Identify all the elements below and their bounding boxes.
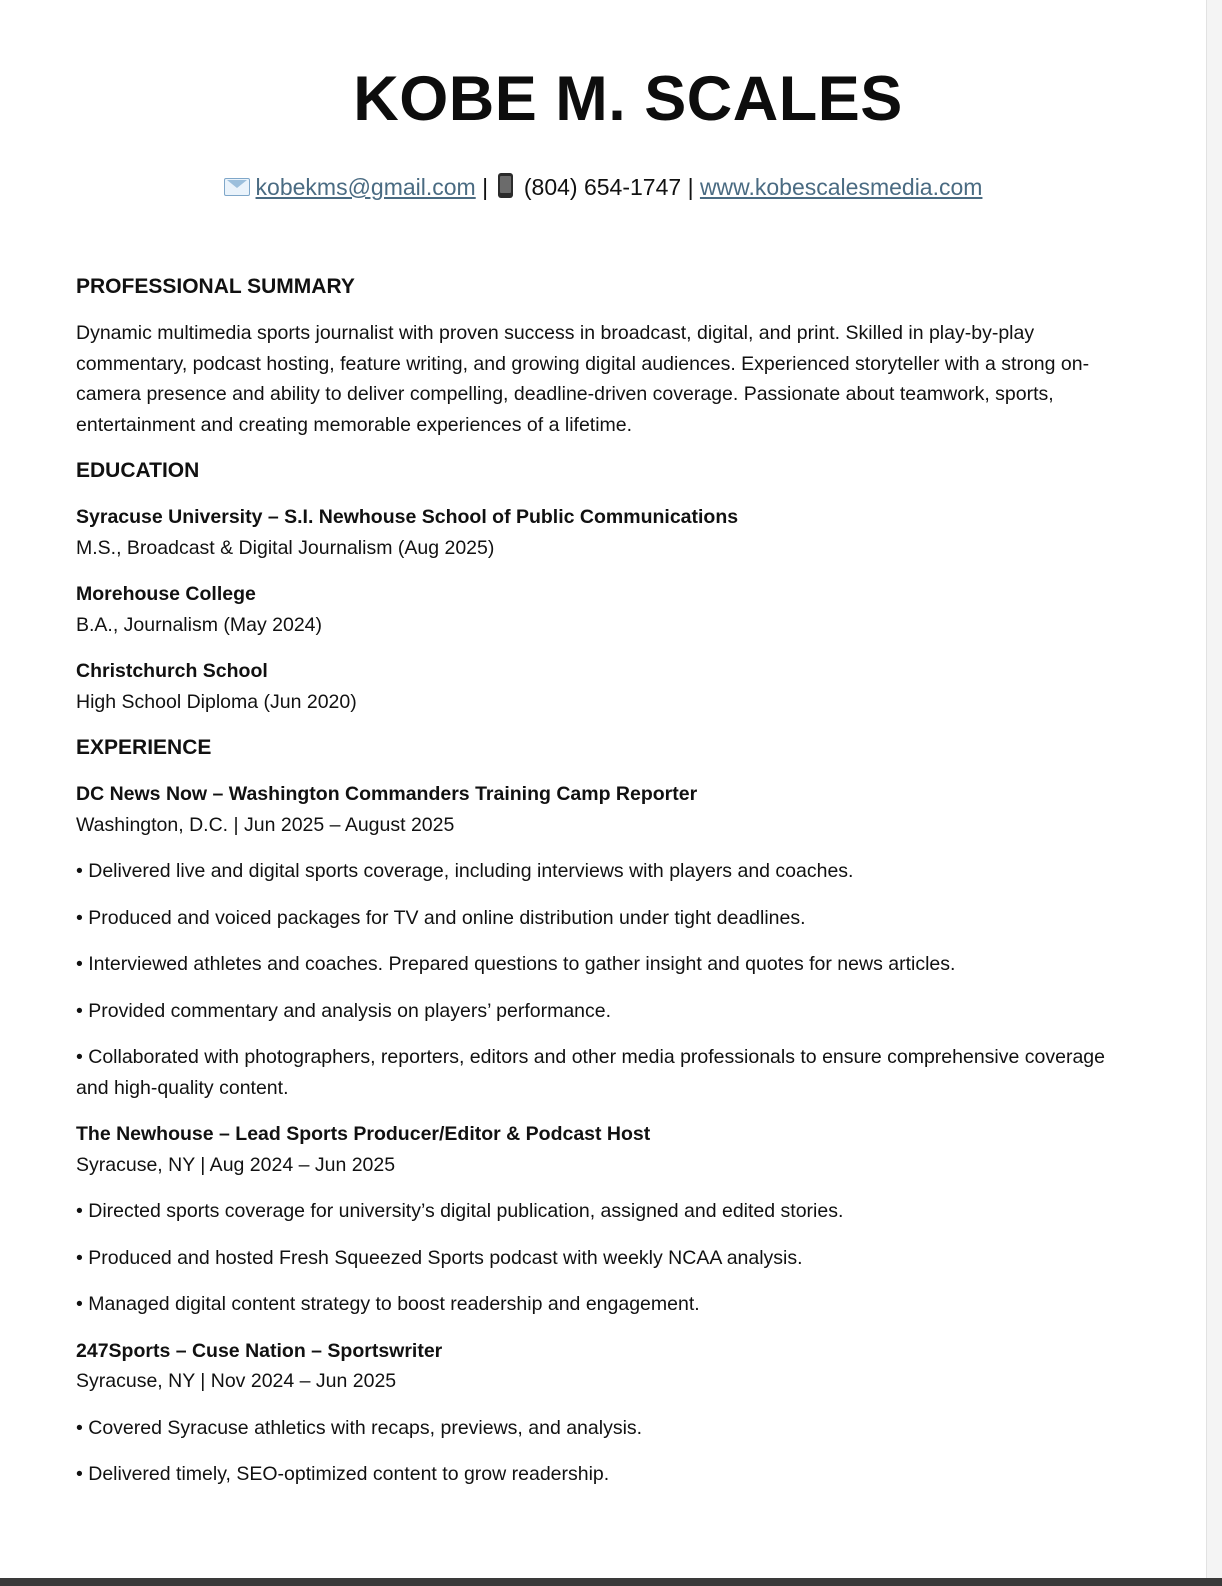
summary-text: Dynamic multimedia sports journalist with proven success in broadcast, digital, and print. Skilled in play-by-play commentary, podcast hosting, feature writing, and growing digital audiences. Experienced storyteller with a strong on-camera presence and ability to deliver compelling, deadline-driven coverage. Passionate about teamwork, sports, entertainment and creating memorable experiences of a lifetime. bbox=[76, 322, 1090, 436]
education-school: Morehouse College bbox=[76, 583, 256, 605]
experience-bullet: • Produced and hosted Fresh Squeezed Sports podcast with weekly NCAA analysis. bbox=[76, 1246, 803, 1269]
education-entry bbox=[76, 579, 1136, 640]
experience-bullet: • Produced and voiced packages for TV and online distribution under tight deadlines. bbox=[76, 906, 806, 929]
education-degree: B.A., Journalism (May 2024) bbox=[76, 613, 323, 636]
experience-entry bbox=[76, 779, 1136, 840]
experience-bullet: • Managed digital content strategy to boost readership and engagement. bbox=[76, 1293, 700, 1315]
experience-bullet: • Interviewed athletes and coaches. Prepared questions to gather insight and quotes for news articles. bbox=[76, 953, 956, 975]
experience-meta: Syracuse, NY | Aug 2024 – Jun 2025 bbox=[76, 1153, 396, 1176]
experience-bullet: • Provided commentary and analysis on players’ performance. bbox=[76, 999, 612, 1022]
education-degree: High School Diploma (Jun 2020) bbox=[76, 690, 357, 713]
education-school: Syracuse University – S.I. Newhouse School of Public Communications bbox=[76, 506, 739, 528]
experience-title: 247Sports – Cuse Nation – Sportswriter bbox=[76, 1339, 443, 1362]
contact-line bbox=[0, 170, 1206, 204]
experience-entry bbox=[76, 1336, 1136, 1397]
education-degree: M.S., Broadcast & Digital Journalism (Aug 2025) bbox=[76, 536, 495, 559]
experience-entry bbox=[76, 1119, 1136, 1180]
window-bottom-bar bbox=[0, 1578, 1222, 1586]
email-link[interactable]: kobekms@gmail.com bbox=[255, 174, 476, 200]
envelope-icon bbox=[224, 178, 250, 196]
website-link[interactable]: www.kobescalesmedia.com bbox=[699, 174, 983, 200]
education-heading: EDUCATION bbox=[76, 459, 200, 482]
experience-bullet: • Directed sports coverage for university’s digital publication, assigned and edited stories. bbox=[76, 1200, 844, 1222]
experience-heading: EXPERIENCE bbox=[76, 736, 212, 759]
experience-title: The Newhouse – Lead Sports Producer/Editor & Podcast Host bbox=[76, 1123, 651, 1145]
resume-body bbox=[76, 272, 1136, 1506]
experience-meta: Washington, D.C. | Jun 2025 – August 2025 bbox=[76, 813, 455, 836]
experience-bullet: • Delivered live and digital sports coverage, including interviews with players and coaches. bbox=[76, 860, 854, 882]
experience-bullet: • Collaborated with photographers, reporters, editors and other media professionals to ensure comprehensive coverage and high-quality content. bbox=[76, 1046, 1105, 1099]
page-edge bbox=[1206, 0, 1222, 1578]
experience-title: DC News Now – Washington Commanders Training Camp Reporter bbox=[76, 783, 698, 805]
summary-heading: PROFESSIONAL SUMMARY bbox=[76, 275, 355, 298]
experience-meta: Syracuse, NY | Nov 2024 – Jun 2025 bbox=[76, 1370, 397, 1392]
mobile-phone-icon bbox=[498, 173, 513, 198]
candidate-name: KOBE M. SCALES bbox=[353, 64, 903, 134]
separator: | bbox=[687, 174, 694, 200]
phone-number: (804) 654-1747 bbox=[523, 174, 682, 200]
separator: | bbox=[482, 174, 489, 200]
education-entry bbox=[76, 502, 1136, 563]
education-entry bbox=[76, 656, 1136, 717]
education-school: Christchurch School bbox=[76, 660, 268, 682]
experience-bullet: • Delivered timely, SEO-optimized content to grow readership. bbox=[76, 1463, 610, 1485]
experience-bullet: • Covered Syracuse athletics with recaps, previews, and analysis. bbox=[76, 1416, 643, 1439]
